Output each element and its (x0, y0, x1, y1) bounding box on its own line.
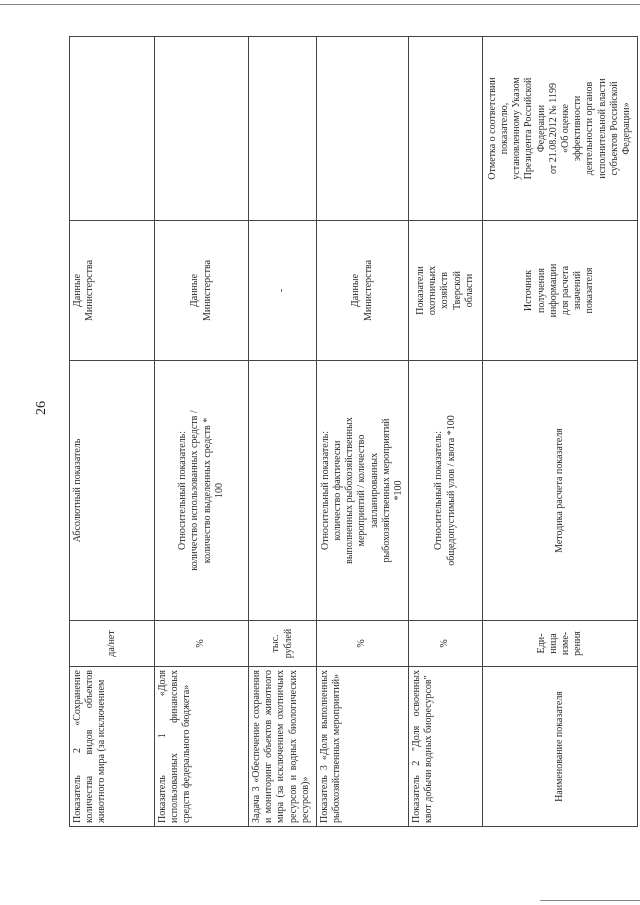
method-cell (249, 361, 317, 621)
decree-cell (409, 37, 483, 221)
method-cell: Относительный показатель: общедопустимый улов / квота *100 (409, 361, 483, 621)
task-name-cell: Задача 3 «Обеспечение сохранения и мониторинг объектов животного мира (за исключением охотничьих ресурсов и водных биологических ресурсов)» (249, 667, 317, 827)
header-name: Наименование показателя (483, 667, 638, 827)
source-cell: Показатели охотничьих хозяйств Тверской области (409, 221, 483, 361)
source-cell: Данные Министерства (155, 221, 249, 361)
header-unit: Еди- ница изме- рения (483, 621, 638, 667)
source-cell: Данные Министерства (317, 221, 409, 361)
unit-cell: тыс. рублей (249, 621, 317, 667)
table-row (70, 37, 155, 827)
scan-edge-mark (0, 4, 640, 5)
scan-edge-mark (540, 900, 640, 901)
unit-cell: % (409, 621, 483, 667)
unit-cell: % (155, 621, 249, 667)
method-cell: Относительный показатель: количество использованных средств / количество выделенных средств * 100 (155, 361, 249, 621)
header-method: Методика расчета показателя (483, 361, 638, 621)
rotated-table-wrapper (69, 37, 637, 827)
source-cell: - (249, 221, 317, 361)
method-cell: Относительный показатель: количество фактически выполненных рыбохозяйственных мероприятий / количество запланированных рыбохозяйственных мероприятий *100 (317, 361, 409, 621)
indicator-name-cell: Показатель 2 «Сохранение количества видов объектов животного мира (за исключением (70, 667, 155, 827)
indicator-name-cell: Показатель 2 "Доля освоенных квот добычи водных биоресурсов" (409, 667, 483, 827)
table-header-row (483, 37, 638, 827)
header-source: Источник получения информации для расчета значений показателя (483, 221, 638, 361)
decree-cell (317, 37, 409, 221)
table-row (249, 37, 317, 827)
indicator-name-cell: Показатель 1 «Доля использованных финансовых средств федерального бюджета» (155, 667, 249, 827)
indicators-table (69, 36, 638, 827)
table-row (317, 37, 409, 827)
table-row (409, 37, 483, 827)
page-number: 26 (34, 401, 49, 415)
decree-cell (249, 37, 317, 221)
method-cell: Абсолютный показатель (70, 361, 155, 621)
header-decree: Отметка о соответствии показателю, установленному Указом Президента Российской Федерации от 21.08.2012 № 1199 «Об оценке эффективности деятельности органов исполнительной власти субъектов Российской Федерации» (483, 37, 638, 221)
source-cell: Данные Министерства (70, 221, 155, 361)
decree-cell (70, 37, 155, 221)
unit-cell: да/нет (70, 621, 155, 667)
unit-cell: % (317, 621, 409, 667)
table-row (155, 37, 249, 827)
decree-cell (155, 37, 249, 221)
indicator-name-cell: Показатель 3 «Доля выполненных рыбохозяйственных мероприятий» (317, 667, 409, 827)
